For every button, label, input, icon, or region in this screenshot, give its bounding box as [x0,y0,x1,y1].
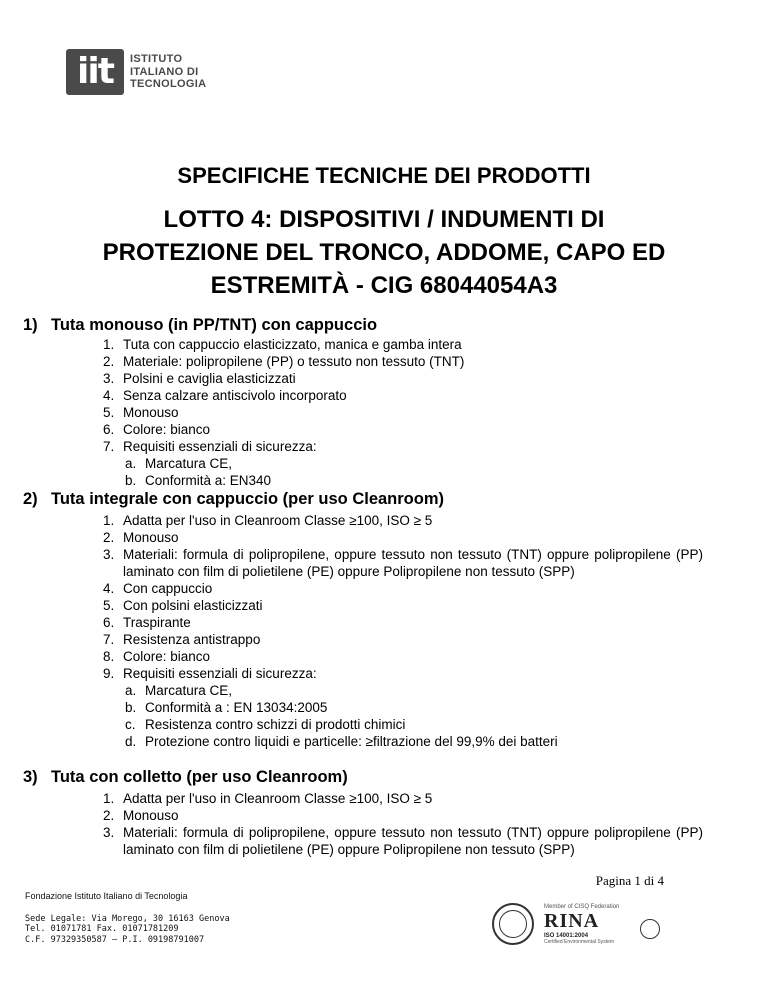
list-item: 7. Resistenza antistrappo [103,632,261,647]
lot-title-line-3: ESTREMITÀ - CIG 68044054A3 [210,272,558,299]
list-item: 6. Colore: bianco [103,422,211,437]
rina-brand: RINA [544,909,600,932]
lot-title-line-1: LOTTO 4: DISPOSITIVI / INDUMENTI DI [163,206,605,233]
sub-list-item: a. Marcatura CE, [125,683,233,698]
list-item: 1. Adatta per l'uso in Cleanroom Classe ≥100, ISO ≥ 5 [103,513,433,528]
section-number: 2) [23,490,38,508]
list-item: 4. Senza calzare antiscivolo incorporato [103,388,347,403]
section-1-heading [23,316,377,335]
list-item: 3. Materiali: formula di polipropilene, oppure tessuto non tessuto (TNT) oppure polipropilene (PP) laminato con film di polietilene (PE) oppure Polipropilene non tessuto (SPP) [103,547,703,579]
footer-address [25,891,230,945]
logo-line-2: ITALIANO DI [130,65,199,78]
list-item: 6. Traspirante [103,615,191,630]
section-title: Tuta monouso (in PP/TNT) con cappuccio [51,316,378,334]
list-item: 7. Requisiti essenziali di sicurezza: [103,439,317,454]
list-item: 4. Con cappuccio [103,581,213,596]
certification-logos [492,903,659,945]
list-item: 3. Materiali: formula di polipropilene, oppure tessuto non tessuto (TNT) oppure polipropilene (PP) laminato con film di polietilene (PE) oppure Polipropilene non tessuto (SPP) [103,825,703,857]
document-title: SPECIFICHE TECNICHE DEI PRODOTTI [177,163,591,188]
list-item: 2. Monouso [103,530,179,545]
sub-list-item: c. Resistenza contro schizzi di prodotti chimici [125,717,406,732]
sub-list-item: d. Protezione contro liquidi e particelle: ≥filtrazione del 99,9% dei batteri [125,734,558,749]
section-2-list [103,512,703,750]
list-item: 2. Materiale: polipropilene (PP) o tessuto non tessuto (TNT) [103,354,465,369]
section-2-heading [23,490,444,509]
list-item: 8. Colore: bianco [103,649,211,664]
logo-mark: iit [66,49,124,95]
certification-seal-icon [492,903,534,945]
logo-text [130,53,206,91]
rina-badge [544,904,659,945]
list-item: 3. Polsini e caviglia elasticizzati [103,371,296,386]
section-number: 3) [23,768,38,786]
sub-list-item: b. Conformità a: EN340 [125,473,272,488]
list-item: 5. Monouso [103,405,179,420]
section-3-heading [23,768,348,787]
cisq-member-text: Member of CISQ Federation [544,903,620,910]
footer-org: Fondazione Istituto Italiano di Tecnologia [25,891,188,901]
section-1-list [103,336,703,489]
iso-code: ISO 14001:2004 [544,932,589,939]
logo-line-3: TECNOLOGIA [130,78,207,91]
section-3-list [103,790,703,858]
iit-logo [66,49,206,95]
list-item: 5. Con polsini elasticizzati [103,598,263,613]
sub-list-item: a. Marcatura CE, [125,456,233,471]
page-number: Pagina 1 di 4 [595,873,664,888]
list-item: 1. Tuta con cappuccio elasticizzato, manica e gamba intera [103,337,462,352]
iqnet-icon [640,919,660,939]
footer-line-3: C.F. 97329350587 – P.I. 09198791007 [25,934,205,945]
section-title: Tuta integrale con cappuccio (per uso Cleanroom) [51,490,445,508]
lot-title-line-2: PROTEZIONE DEL TRONCO, ADDOME, CAPO ED [102,239,666,266]
section-number: 1) [23,316,38,334]
footer-line-1: Sede Legale: Via Morego, 30 16163 Genova [25,913,230,924]
logo-line-1: ISTITUTO [130,53,183,66]
lot-title [0,203,768,302]
iso-note: Certified Environmental System [544,938,615,945]
list-item: 9. Requisiti essenziali di sicurezza: [103,666,317,681]
sub-list-item: b. Conformità a : EN 13034:2005 [125,700,328,715]
list-item: 1. Adatta per l'uso in Cleanroom Classe ≥100, ISO ≥ 5 [103,791,433,806]
list-item: 2. Monouso [103,808,179,823]
footer-line-2: Tel. 01071781 Fax. 01071781209 [25,924,179,934]
section-title: Tuta con colletto (per uso Cleanroom) [51,768,348,786]
